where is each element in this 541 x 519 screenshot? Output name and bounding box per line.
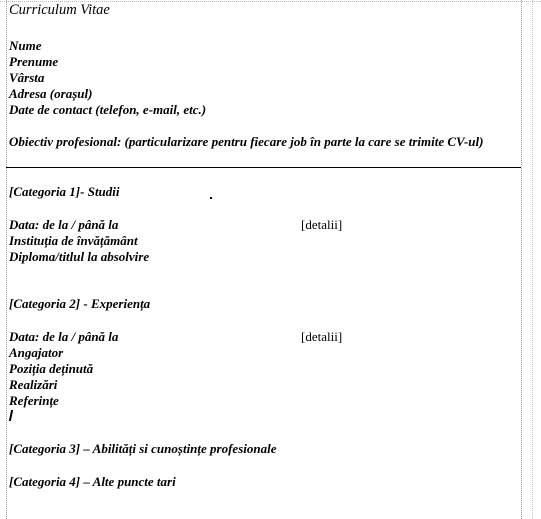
- category-1-diploma: Diploma/titlul la absolvire: [9, 249, 150, 264]
- field-nume: Nume: [9, 38, 42, 53]
- category-1-institution: Instituția de învățământ: [9, 233, 138, 248]
- section-divider: [6, 167, 521, 168]
- category-2-achievements: Realizări: [9, 377, 58, 392]
- page-edge-guide: [532, 0, 533, 519]
- stray-dot: [210, 197, 212, 199]
- cv-title: Curriculum Vitae: [9, 2, 110, 18]
- category-2-heading: [Categoria 2] - Experiența: [9, 296, 151, 311]
- field-contact: Date de contact (telefon, e-mail, etc.): [9, 102, 207, 117]
- category-1-detail: [detalii]: [301, 217, 343, 232]
- category-2-references: Referințe: [9, 393, 59, 408]
- left-margin-guide: [6, 0, 7, 519]
- field-prenume: Prenume: [9, 54, 59, 69]
- text-cursor: [9, 410, 13, 421]
- category-1-date: Data: de la / până la: [9, 217, 119, 232]
- field-varsta: Vârsta: [9, 70, 45, 85]
- category-1-heading: [Categoria 1]- Studii: [9, 184, 120, 199]
- category-4-heading: [Categoria 4] – Alte puncte tari: [9, 474, 176, 489]
- category-2-date: Data: de la / până la: [9, 329, 119, 344]
- category-3-heading: [Categoria 3] – Abilități si cunoștințe profesionale: [9, 441, 277, 456]
- category-2-position: Poziția deținută: [9, 361, 94, 376]
- category-2-employer: Angajator: [9, 345, 64, 360]
- category-2-detail: [detalii]: [301, 329, 343, 344]
- objective-line: Obiectiv profesional: (particularizare pentru fiecare job în parte la care se trimite CV-ul): [9, 134, 484, 149]
- field-adresa: Adresa (orașul): [9, 86, 93, 101]
- right-margin-guide: [521, 0, 522, 519]
